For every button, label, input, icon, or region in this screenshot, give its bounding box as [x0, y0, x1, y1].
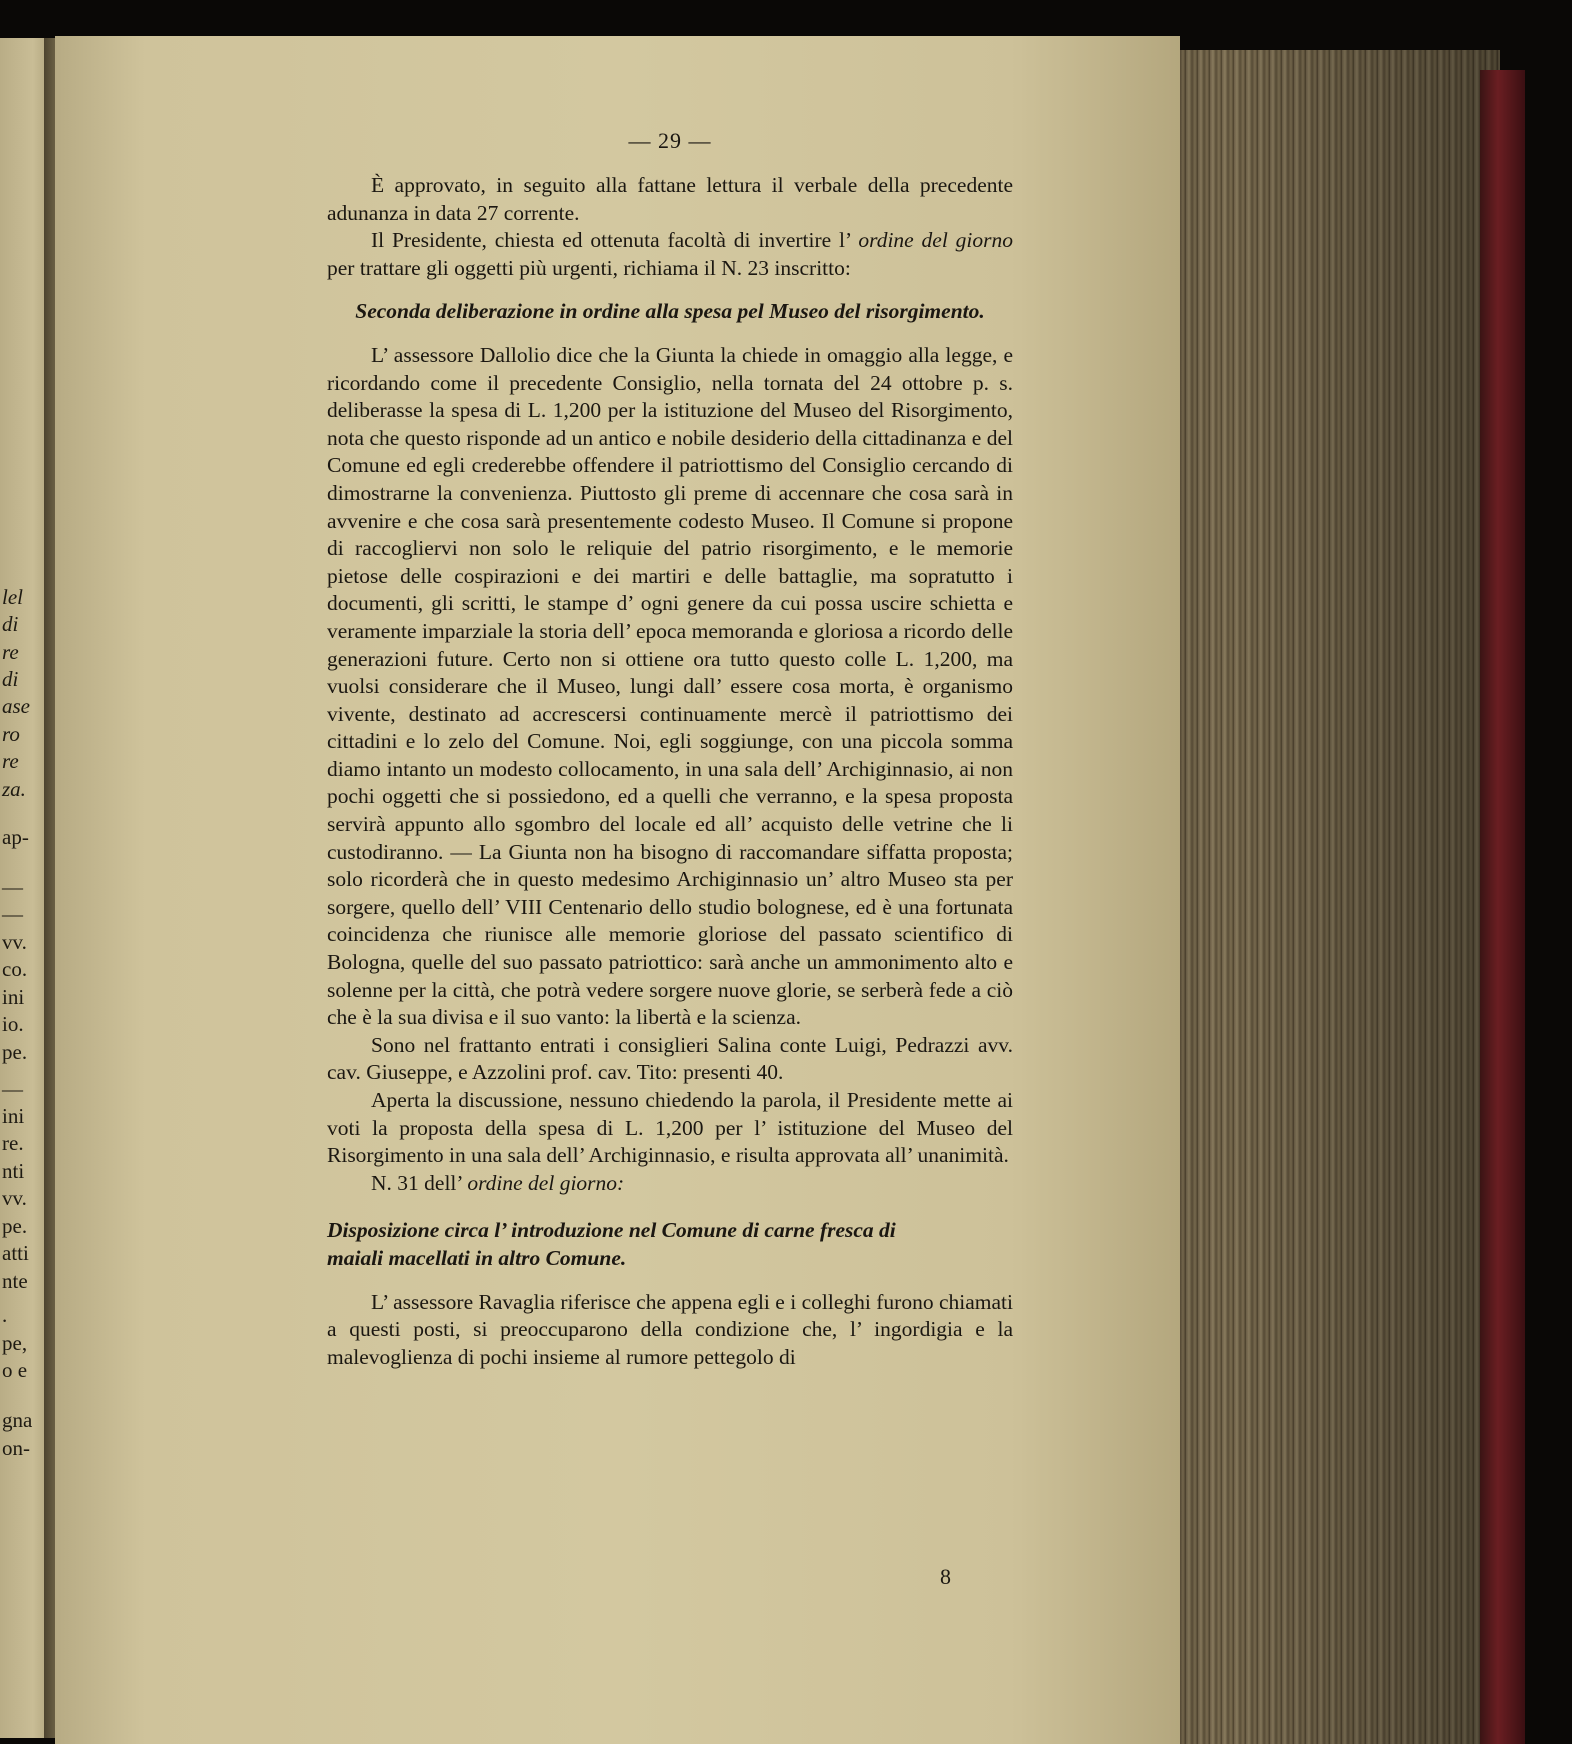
- previous-page-fragment: ase: [2, 694, 30, 718]
- paragraph-president-emphasis: ordine del giorno: [858, 228, 1013, 253]
- previous-page-fragment: —: [2, 875, 23, 899]
- previous-page-fragment: pe,: [2, 1331, 28, 1355]
- paragraph-dallolio: L’ assessore Dallolio dice che la Giunta la chiede in omaggio alla legge, e ricordando come il precedente Consiglio, nella tornata del 24 ottobre p. s. deliberasse la spesa di L. 1,200 per la istituzione del Museo del Risorgimento, nota che questo risponde ad un antico e nobile desiderio della cittadinanza e del Comune ed egli crederebbe offendere il patriottismo del Consiglio cercando di dimostrarne la convenienza. Piuttosto gli preme di accennare che cosa sarà in avvenire e che cosa sarà presentemente codesto Museo. Il Comune si propone di raccogliervi non solo le reliquie del patrio risorgimento, e le memorie pietose delle cospirazioni e dei martiri e delle battaglie, ma sopratutto i documenti, gli scritti, le stampe d’ ogni genere da cui possa uscire schietta e veramente imparziale la storia dell’ epoca memoranda e gloriosa a ricordo delle generazioni future. Certo non si ottiene ora tutto questo colle L. 1,200, ma vuolsi considerare che il Museo, lungi dall’ essere cosa morta, è organismo vivente, destinato ad accrescersi continuamente mercè il patriottismo dei cittadini e lo zelo del Comune. Noi, egli soggiunge, con una piccola somma diamo intanto un modesto collocamento, in una sala dell’ Archiginnasio, ai non pochi oggetti che si possiedono, ed a quelli che verranno, e la spesa proposta servirà appunto allo sgombro del locale ed all’ acquisto delle vetrine che li custodiranno. — La Giunta non ha bisogno di raccomandare siffatta proposta; solo ricorderà che in questo medesimo Archiginnasio un’ altro Museo sta per sorgere, quello dell’ VIII Centenario dello studio bolognese, ed è una fortunata coincidenza che riunisce alle memorie gloriose del passato scientifico di Bologna, quelle del suo passato patriottico: sarà anche un ammonimento alto e solenne per la città, che potrà vedere sorgere nuove glorie, se serberà fede a ciò che è la sua divisa e il suo vanto: la libertà e la scienza.: [327, 342, 1013, 1030]
- paragraph-discussion: Aperta la discussione, nessuno chiedendo la parola, il Presidente mette ai voti la proposta della spesa di L. 1,200 per l’ istituzione del Museo del Risorgimento in una sala dell’ Archiginnasio, e risulta approvata all’ unanimità.: [327, 1088, 1013, 1168]
- previous-page-fragment: re.: [2, 1131, 24, 1155]
- paragraph-approval: È approvato, in seguito alla fattane lettura il verbale della precedente adunanza in data 27 corrente.: [327, 173, 1013, 225]
- previous-page-fragment: re: [2, 749, 19, 773]
- page-body: [327, 126, 1013, 1371]
- previous-page-fragment: gna: [2, 1408, 33, 1432]
- signature-mark: 8: [940, 1564, 951, 1589]
- previous-page-fragment: za.: [2, 777, 26, 801]
- previous-page-fragment: di: [2, 667, 19, 691]
- previous-page-fragment: atti: [2, 1241, 29, 1265]
- paragraph-president: [327, 227, 1013, 282]
- book-cover-edge: [1480, 70, 1525, 1744]
- paragraph-president-text-end: per trattare gli oggetti più urgenti, richiama il N. 23 inscritto:: [327, 255, 851, 280]
- previous-page-fragment: ap-: [2, 825, 29, 849]
- section-heading-meat-line2: maiali macellati in altro Comune.: [327, 1245, 627, 1270]
- previous-page-fragment: ini: [2, 1104, 25, 1128]
- previous-page-fragment: —: [2, 902, 23, 926]
- paragraph-ravaglia: L’ assessore Ravaglia riferisce che appena egli e i colleghi furono chiamati a questi posti, si preoccuparono della condizione che, l’ ingordigia e la malevoglienza di pochi insieme al rumore pettegolo di: [327, 1289, 1013, 1369]
- previous-page-fragment: pe.: [2, 1040, 28, 1064]
- previous-page-fragment: lel: [2, 585, 23, 609]
- previous-page-fragment: co.: [2, 957, 28, 981]
- previous-page-fragment: o e: [2, 1358, 28, 1382]
- paragraph-item-31-text: N. 31 dell’: [371, 1170, 468, 1195]
- paragraph-president-text: Il Presidente, chiesta ed ottenuta facoltà di invertire l’: [371, 228, 859, 253]
- section-heading-meat-line1: Disposizione circa l’ introduzione nel Comune di carne fresca di: [327, 1218, 896, 1243]
- page-number: — 29 —: [628, 128, 712, 153]
- page-block-edges: [1150, 50, 1500, 1744]
- previous-page-fragment: .: [2, 1303, 8, 1327]
- section-heading-museum: Seconda deliberazione in ordine alla spesa pel Museo del risorgimento.: [355, 299, 985, 324]
- paragraph-item-31: [327, 1170, 1013, 1198]
- previous-page-fragment: re: [2, 640, 19, 664]
- paragraph-item-31-emphasis: ordine del giorno:: [467, 1170, 625, 1195]
- paragraph-councillors: Sono nel frattanto entrati i consiglieri Salina conte Luigi, Pedrazzi avv. cav. Giuseppe, e Azzolini prof. cav. Tito: presenti 40.: [327, 1032, 1013, 1085]
- section-heading-meat: [327, 1217, 1013, 1272]
- previous-page-fragment: ro: [2, 722, 20, 746]
- previous-page-fragment: vv.: [2, 930, 27, 954]
- previous-page-fragment: on-: [2, 1436, 30, 1460]
- previous-page-fragment: ini: [2, 985, 25, 1009]
- previous-page-fragment: nti: [2, 1159, 25, 1183]
- previous-page-fragment: pe.: [2, 1214, 28, 1238]
- previous-page-fragment: di: [2, 612, 19, 636]
- previous-page-fragment: vv.: [2, 1186, 27, 1210]
- previous-page-fragment: nte: [2, 1269, 28, 1293]
- previous-page-fragment: —: [2, 1077, 23, 1101]
- previous-page-fragment: io.: [2, 1012, 24, 1036]
